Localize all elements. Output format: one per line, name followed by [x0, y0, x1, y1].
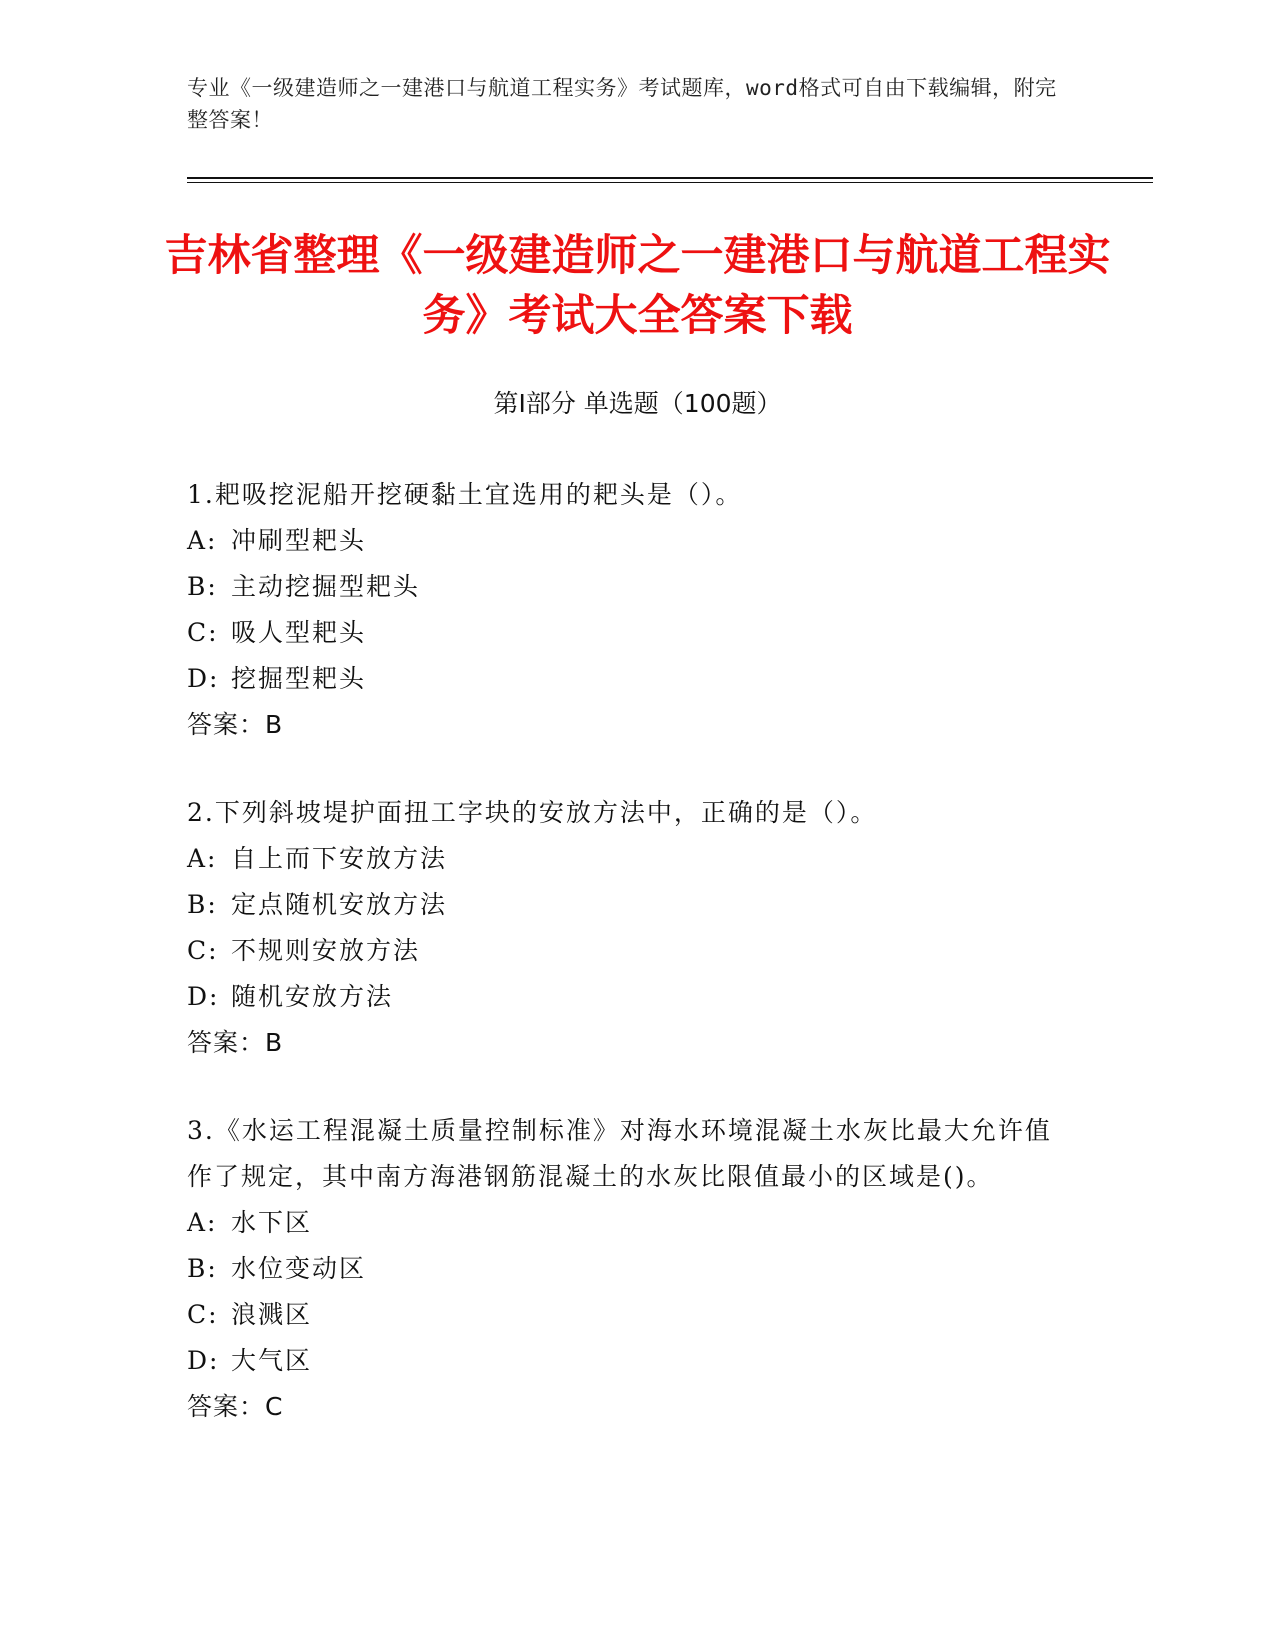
option-text: 水位变动区: [231, 1254, 367, 1283]
question-1: [187, 472, 1067, 748]
option-d: [187, 656, 1067, 702]
answer: 答案：B: [187, 710, 284, 739]
option-text: 大气区: [231, 1346, 313, 1375]
option-key: A:: [187, 1208, 218, 1237]
option-key: D:: [187, 664, 220, 693]
option-text: 定点随机安放方法: [231, 890, 448, 919]
option-text: 吸人型耙头: [231, 618, 367, 647]
option-text: 冲刷型耙头: [231, 526, 367, 555]
option-a: [187, 1200, 1067, 1246]
option-key: A:: [187, 844, 218, 873]
option-text: 随机安放方法: [231, 982, 394, 1011]
option-text: 主动挖掘型耙头: [231, 572, 421, 601]
option-text: 水下区: [231, 1208, 313, 1237]
option-a: [187, 518, 1067, 564]
question-stem: 3.《水运工程混凝土质量控制标准》对海水环境混凝土水灰比最大允许值作了规定，其中南方海港钢筋混凝土的水灰比限值最小的区域是()。: [187, 1116, 1052, 1191]
header-divider-thin: [187, 182, 1153, 183]
option-key: B:: [187, 890, 218, 919]
option-c: [187, 1292, 1067, 1338]
option-a: [187, 836, 1067, 882]
header-note: 专业《一级建造师之一建港口与航道工程实务》考试题库，word格式可自由下载编辑，附完整答案！: [187, 76, 1057, 132]
answer: 答案：C: [187, 1392, 284, 1421]
option-key: C:: [187, 1300, 219, 1329]
option-b: [187, 882, 1067, 928]
option-key: B:: [187, 1254, 218, 1283]
section-heading: 第Ⅰ部分 单选题（100题）: [493, 389, 782, 418]
question-stem: 2.下列斜坡堤护面扭工字块的安放方法中，正确的是（）。: [187, 798, 878, 827]
option-text: 自上而下安放方法: [231, 844, 448, 873]
option-b: [187, 564, 1067, 610]
option-key: B:: [187, 572, 218, 601]
option-b: [187, 1246, 1067, 1292]
option-text: 不规则安放方法: [231, 936, 421, 965]
option-c: [187, 928, 1067, 974]
option-key: A:: [187, 526, 218, 555]
question-stem: 1.耙吸挖泥船开挖硬黏土宜选用的耙头是（）。: [187, 480, 743, 509]
option-d: [187, 1338, 1067, 1384]
document-title: 吉林省整理《一级建造师之一建港口与航道工程实务》考试大全答案下载: [164, 231, 1111, 341]
option-d: [187, 974, 1067, 1020]
header-divider: [187, 177, 1153, 179]
option-key: C:: [187, 936, 219, 965]
option-key: D:: [187, 982, 220, 1011]
option-key: D:: [187, 1346, 220, 1375]
option-c: [187, 610, 1067, 656]
question-3: [187, 1108, 1067, 1430]
option-text: 浪溅区: [231, 1300, 313, 1329]
option-key: C:: [187, 618, 219, 647]
question-2: [187, 790, 1067, 1066]
answer: 答案：B: [187, 1028, 284, 1057]
option-text: 挖掘型耙头: [231, 664, 367, 693]
